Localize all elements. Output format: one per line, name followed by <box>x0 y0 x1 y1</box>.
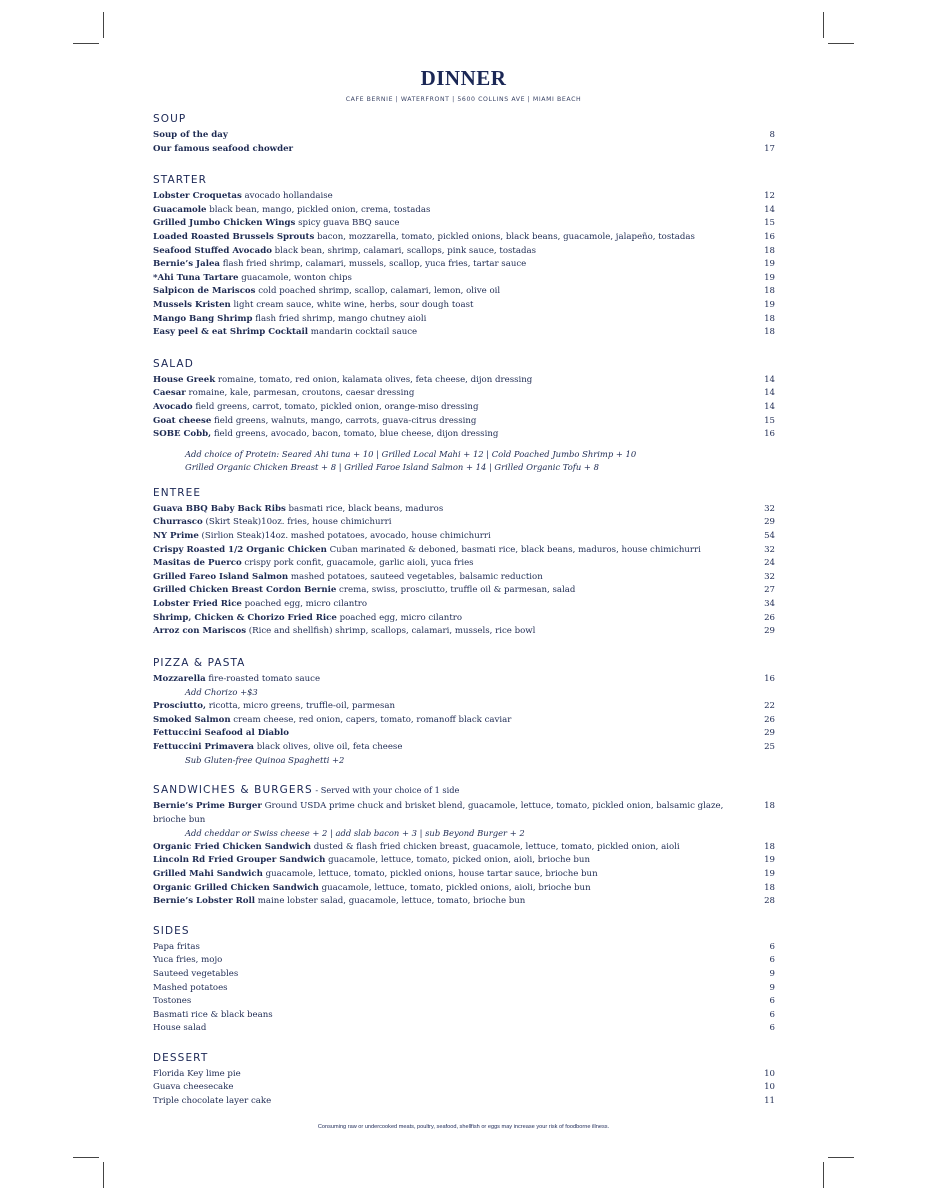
item-name: Lobster Croquetas <box>153 191 242 202</box>
item-name: Crispy Roasted 1/2 Organic Chicken <box>153 544 327 555</box>
item-name: Yuca fries, mojo <box>153 955 223 966</box>
protein-options <box>153 448 775 475</box>
item-name: Churrasco <box>153 517 203 528</box>
menu-item <box>153 1022 775 1036</box>
item-name: Tostones <box>153 996 192 1007</box>
item-price: 32 <box>764 571 775 582</box>
item-description: black olives, olive oil, feta cheese <box>254 741 403 752</box>
menu-item <box>153 143 775 157</box>
item-description: mandarin cocktail sauce <box>308 327 418 338</box>
item-price: 14 <box>764 204 775 215</box>
item-price: 19 <box>764 868 775 879</box>
item-name: Our famous seafood chowder <box>153 143 294 154</box>
item-name: Arroz con Mariscos <box>153 626 247 637</box>
item-name: Easy peel & eat Shrimp Cocktail <box>153 327 309 338</box>
menu-item <box>153 204 775 218</box>
item-description: cold poached shrimp, scallop, calamari, lemon, olive oil <box>255 286 501 297</box>
item-name: Loaded Roasted Brussels Sprouts <box>153 231 315 242</box>
menu-item <box>153 503 775 517</box>
menu-section <box>153 655 775 768</box>
menu-section <box>153 356 775 475</box>
item-description: black bean, shrimp, calamari, scallops, pink sauce, tostadas <box>271 245 537 256</box>
item-description: romaine, kale, parmesan, croutons, caesar dressing <box>185 388 415 399</box>
item-description: ricotta, micro greens, truffle-oil, parmesan <box>205 701 396 711</box>
item-name: Guava BBQ Baby Back Ribs <box>153 503 286 514</box>
item-name: *Ahi Tuna Tartare <box>153 272 239 283</box>
item-price: 14 <box>764 401 775 412</box>
item-price: 18 <box>764 841 775 852</box>
menu-item <box>153 544 775 558</box>
item-description: guacamole, lettuce, tomato, pickled onions, aioli, brioche bun <box>318 882 591 893</box>
item-price: 22 <box>764 701 775 711</box>
menu-item <box>153 868 775 882</box>
section-heading <box>153 111 775 127</box>
item-description: dusted & flash fried chicken breast, guacamole, lettuce, tomato, pickled onion, aioli <box>310 841 680 852</box>
item-price: 26 <box>764 714 775 725</box>
menu-item <box>153 299 775 313</box>
section-note: - Served with your choice of 1 side <box>312 784 460 795</box>
menu-item <box>153 190 775 204</box>
menu-item <box>153 1009 775 1023</box>
menu-item <box>153 727 775 741</box>
menu-item <box>153 584 775 598</box>
item-name: Grilled Chicken Breast Cordon Bernie <box>153 585 337 596</box>
item-description: poached egg, micro cilantro <box>336 612 463 623</box>
menu-item <box>153 401 775 415</box>
menu-item <box>153 428 775 442</box>
item-description: field greens, walnuts, mango, carrots, guava-citrus dressing <box>211 415 477 426</box>
item-price: 18 <box>764 882 775 893</box>
menu-item <box>153 700 775 714</box>
item-description: flash fried shrimp, calamari, mussels, scallop, yuca fries, tartar sauce <box>220 259 527 270</box>
item-name: Bernie’s Lobster Roll <box>153 896 256 907</box>
item-price: 9 <box>769 968 775 979</box>
menu-item <box>153 258 775 272</box>
item-price: 6 <box>769 1009 775 1020</box>
menu-item <box>153 245 775 259</box>
item-price: 29 <box>764 517 775 528</box>
item-description: spicy guava BBQ sauce <box>295 218 400 229</box>
item-name: Guava cheesecake <box>153 1082 234 1093</box>
section-title: SALAD <box>153 357 194 370</box>
menu-item <box>153 217 775 231</box>
protein-option-line: Grilled Organic Chicken Breast + 8 | Grilled Faroe Island Salmon + 14 | Grilled Organic Tofu + 8 <box>185 462 599 473</box>
item-name: NY Prime <box>153 531 199 542</box>
item-price: 17 <box>764 143 775 154</box>
item-name: Mango Bang Shrimp <box>153 313 253 324</box>
menu-item <box>153 129 775 143</box>
crop-mark <box>103 1162 104 1188</box>
item-name: Triple chocolate layer cake <box>153 1096 272 1107</box>
item-price: 18 <box>764 327 775 338</box>
item-price: 16 <box>764 231 775 242</box>
item-description: mashed potatoes, sauteed vegetables, balsamic reduction <box>288 571 543 582</box>
menu-section <box>153 923 775 1036</box>
item-price: 14 <box>764 388 775 399</box>
item-description: Cuban marinated & deboned, basmati rice, black beans, maduros, house chimichurri <box>326 544 701 555</box>
item-name: Papa fritas <box>153 941 200 952</box>
item-price: 19 <box>764 855 775 866</box>
item-name: Fettuccini Seafood al Diablo <box>153 728 290 739</box>
menu-item <box>153 841 775 855</box>
item-name: Basmati rice & black beans <box>153 1009 273 1020</box>
item-price: 6 <box>769 941 775 952</box>
item-price: 16 <box>764 429 775 440</box>
item-description: (Rice and shellfish) shrimp, scallops, calamari, mussels, rice bowl <box>246 626 536 637</box>
item-name: Seafood Stuffed Avocado <box>153 245 272 256</box>
menu-item <box>153 1081 775 1095</box>
section-heading <box>153 655 775 671</box>
menu-item <box>153 995 775 1009</box>
item-price: 12 <box>764 191 775 202</box>
item-price: 28 <box>764 896 775 907</box>
item-description: field greens, carrot, tomato, pickled onion, orange-miso dressing <box>192 401 479 412</box>
item-name: Fettuccini Primavera <box>153 741 254 752</box>
menu-item <box>153 231 775 245</box>
item-price: 8 <box>769 130 775 140</box>
menu-section <box>153 172 775 340</box>
crop-mark <box>823 12 824 38</box>
section-title: ENTREE <box>153 486 202 499</box>
section-title: PIZZA & PASTA <box>153 656 246 669</box>
menu-item <box>153 285 775 299</box>
item-description: basmati rice, black beans, maduros <box>285 503 444 514</box>
item-price: 32 <box>764 503 775 514</box>
menu-body <box>153 111 775 1109</box>
menu-item <box>153 415 775 429</box>
item-description: (Sirlion Steak)14oz. mashed potatoes, avocado, house chimichurri <box>198 531 491 542</box>
section-heading <box>153 782 775 798</box>
item-price: 25 <box>764 741 775 752</box>
section-heading <box>153 485 775 501</box>
item-price: 24 <box>764 558 775 569</box>
item-price: 16 <box>764 673 775 684</box>
menu-item <box>153 1068 775 1082</box>
item-description: maine lobster salad, guacamole, lettuce, tomato, brioche bun <box>255 896 526 907</box>
item-price: 9 <box>769 982 775 993</box>
menu-item <box>153 598 775 612</box>
menu-item <box>153 387 775 401</box>
item-description: bacon, mozzarella, tomato, pickled onions, black beans, guacamole, jalapeño, tostadas <box>314 231 695 242</box>
item-price: 19 <box>764 299 775 310</box>
menu-item <box>153 530 775 544</box>
item-price: 54 <box>764 531 775 542</box>
menu-item <box>153 612 775 626</box>
item-name: Smoked Salmon <box>153 714 231 725</box>
item-price: 11 <box>764 1096 775 1107</box>
item-price: 10 <box>764 1068 775 1079</box>
item-name: Guacamole <box>153 204 207 215</box>
item-description: fire-roasted tomato sauce <box>205 673 321 684</box>
item-name: Shrimp, Chicken & Chorizo Fried Rice <box>153 612 337 623</box>
item-description: light cream sauce, white wine, herbs, sour dough toast <box>230 299 474 310</box>
item-description: Ground USDA prime chuck and brisket blend, guacamole, lettuce, tomato, pickled onion, balsamic glaze, brioche bun <box>153 800 724 825</box>
item-addon-note: Sub Gluten-free Quinoa Spaghetti +2 <box>185 755 345 766</box>
item-price: 6 <box>769 996 775 1007</box>
item-name: Goat cheese <box>153 415 212 426</box>
item-price: 19 <box>764 259 775 270</box>
menu-item <box>153 1095 775 1109</box>
item-price: 18 <box>764 245 775 256</box>
menu-section <box>153 782 775 909</box>
item-description: field greens, avocado, bacon, tomato, blue cheese, dijon dressing <box>211 429 499 440</box>
menu-item <box>153 625 775 639</box>
item-name: Mussels Kristen <box>153 299 231 310</box>
item-name: Bernie’s Prime Burger <box>153 800 262 811</box>
item-name: Prosciutto, <box>153 701 206 711</box>
item-name: Masitas de Puerco <box>153 558 242 569</box>
item-description: guacamole, lettuce, tomato, pickled onions, house tartar sauce, brioche bun <box>262 868 598 879</box>
menu-item <box>153 313 775 327</box>
menu-item <box>153 941 775 955</box>
item-name: Caesar <box>153 388 186 399</box>
item-name: Soup of the day <box>153 130 228 140</box>
item-addon-note: Add Chorizo +$3 <box>185 687 258 698</box>
item-description: (Skirt Steak)10oz. fries, house chimichurri <box>202 517 392 528</box>
item-name: SOBE Cobb, <box>153 429 212 440</box>
menu-item <box>153 854 775 868</box>
item-name: Grilled Jumbo Chicken Wings <box>153 218 296 229</box>
health-disclaimer: Consuming raw or undercooked meats, poultry, seafood, shellfish or eggs may increase your risk of foodborne illness. <box>317 1124 610 1130</box>
menu-item <box>153 882 775 896</box>
menu-section <box>153 485 775 639</box>
menu-item <box>153 516 775 530</box>
item-name: Lincoln Rd Fried Grouper Sandwich <box>153 855 326 866</box>
item-price: 18 <box>764 286 775 297</box>
item-description: flash fried shrimp, mango chutney aioli <box>252 313 427 324</box>
item-price: 19 <box>764 272 775 283</box>
item-addon-note: Add cheddar or Swiss cheese + 2 | add slab bacon + 3 | sub Beyond Burger + 2 <box>185 828 525 839</box>
menu-item <box>153 272 775 286</box>
item-price: 18 <box>764 800 775 811</box>
item-name: Organic Grilled Chicken Sandwich <box>153 882 319 893</box>
menu-item <box>153 741 775 755</box>
menu-item <box>153 374 775 388</box>
item-name: House Greek <box>153 374 216 385</box>
item-description: guacamole, wonton chips <box>238 272 352 283</box>
item-description: romaine, tomato, red onion, kalamata olives, feta cheese, dijon dressing <box>215 374 533 385</box>
item-name: Mashed potatoes <box>153 982 228 993</box>
item-name: Organic Fried Chicken Sandwich <box>153 841 311 852</box>
section-heading <box>153 1050 775 1066</box>
restaurant-address: CAFE BERNIE | WATERFRONT | 5600 COLLINS AVE | MIAMI BEACH <box>345 96 582 103</box>
crop-mark <box>103 12 104 38</box>
menu-item <box>153 557 775 571</box>
item-price: 6 <box>769 1023 775 1034</box>
section-title: SANDWICHES & BURGERS <box>153 783 313 796</box>
menu-item <box>153 982 775 996</box>
item-name: Lobster Fried Rice <box>153 599 242 610</box>
protein-option-line: Add choice of Protein: Seared Ahi tuna + 10 | Grilled Local Mahi + 12 | Cold Poached Jumbo Shrimp + 10 <box>185 448 637 459</box>
crop-mark <box>823 1162 824 1188</box>
item-price: 26 <box>764 612 775 623</box>
item-price: 15 <box>764 415 775 426</box>
item-price: 29 <box>764 728 775 739</box>
menu-item <box>153 800 775 827</box>
menu-item <box>153 714 775 728</box>
item-name: Mozzarella <box>153 673 206 684</box>
crop-mark <box>828 43 854 44</box>
item-description: crispy pork confit, guacamole, garlic aioli, yuca fries <box>241 558 474 569</box>
crop-mark <box>73 43 99 44</box>
item-name: Avocado <box>153 401 193 412</box>
item-price: 14 <box>764 374 775 385</box>
item-price: 29 <box>764 626 775 637</box>
item-price: 15 <box>764 218 775 229</box>
menu-item <box>153 968 775 982</box>
crop-mark <box>828 1157 854 1158</box>
item-price: 27 <box>764 585 775 596</box>
item-description: cream cheese, red onion, capers, tomato, romanoff black caviar <box>230 714 512 725</box>
menu-item <box>153 954 775 968</box>
item-name: Florida Key lime pie <box>153 1068 241 1079</box>
item-price: 10 <box>764 1082 775 1093</box>
section-heading <box>153 356 775 372</box>
item-name: Sauteed vegetables <box>153 968 239 979</box>
item-description: crema, swiss, prosciutto, truffle oil & parmesan, salad <box>336 585 576 596</box>
section-heading <box>153 923 775 939</box>
item-description: guacamole, lettuce, tomato, picked onion, aioli, brioche bun <box>325 855 590 866</box>
item-name: House salad <box>153 1023 207 1034</box>
item-price: 6 <box>769 955 775 966</box>
item-description: poached egg, micro cilantro <box>241 599 368 610</box>
menu-item <box>153 895 775 909</box>
item-description: black bean, mango, pickled onion, crema, tostadas <box>206 204 431 215</box>
menu-item <box>153 326 775 340</box>
section-heading <box>153 172 775 188</box>
page-title: DINNER <box>420 66 507 90</box>
menu-section <box>153 1050 775 1109</box>
item-name: Bernie’s Jalea <box>153 259 220 270</box>
item-name: Salpicon de Mariscos <box>153 286 256 297</box>
crop-mark <box>73 1157 99 1158</box>
section-title: STARTER <box>153 174 208 187</box>
menu-item <box>153 673 775 687</box>
item-price: 32 <box>764 544 775 555</box>
item-description: avocado hollandaise <box>241 191 333 202</box>
menu-section <box>153 111 775 156</box>
item-name: Grilled Fareo Island Salmon <box>153 571 289 582</box>
section-title: SIDES <box>153 924 190 937</box>
menu-item <box>153 571 775 585</box>
section-title: DESSERT <box>153 1051 209 1064</box>
section-title: SOUP <box>153 113 187 125</box>
item-price: 18 <box>764 313 775 324</box>
item-price: 34 <box>764 599 775 610</box>
item-name: Grilled Mahi Sandwich <box>153 868 263 879</box>
